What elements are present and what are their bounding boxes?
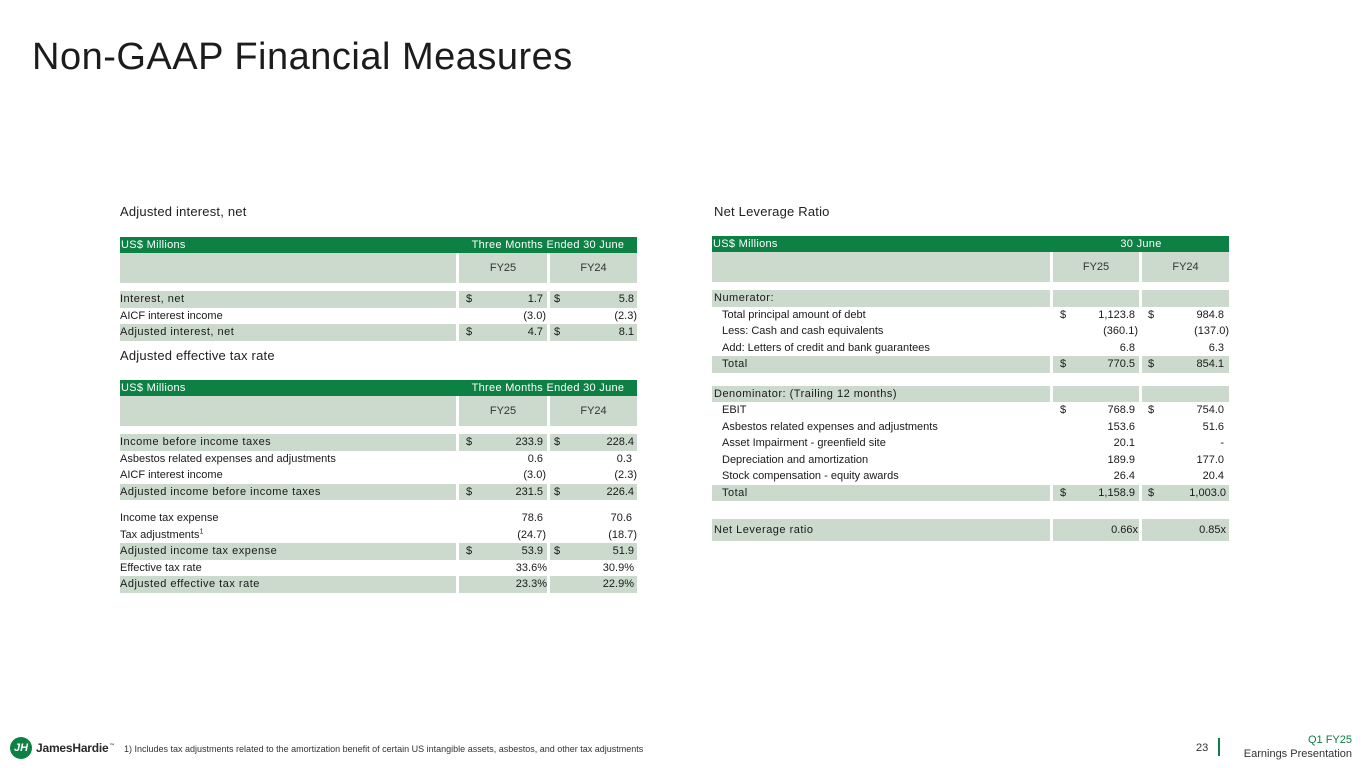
page-number: 23 (1196, 742, 1209, 754)
interest-col-headers (120, 253, 637, 283)
table-row: Less: Cash and cash equivalents (360.1) (137.0) (722, 325, 1229, 337)
table-row: Stock compensation - equity awards 26.4 20.4 (722, 470, 1224, 482)
table-row: Depreciation and amortization 189.9 177.0 (722, 453, 1224, 466)
leverage-col-fy25: FY25 (1053, 252, 1139, 282)
table-row: Add: Letters of credit and bank guarantees 6.8 6.3 (722, 341, 1224, 354)
page-title: Non-GAAP Financial Measures (32, 36, 573, 78)
table-row: Income before income taxes $ 233.9 $ 228.4 (120, 434, 637, 451)
table-row: Total $ 770.5 $ 854.1 (712, 356, 1229, 373)
leverage-table (712, 236, 1229, 541)
table-row: Net Leverage ratio 0.66x 0.85x (712, 519, 1229, 541)
table-row: Adjusted income before income taxes $ 231.5 $ 226.4 (120, 484, 637, 501)
table-row: Effective tax rate 33.6% 30.9% (120, 561, 634, 574)
footnote: 1) Includes tax adjustments related to the amortization benefit of certain US intangible assets, asbestos, and other tax adjustments (124, 744, 644, 754)
james-hardie-logo (10, 737, 114, 759)
table-row: Asset Impairment - greenfield site 20.1 - (722, 437, 1224, 449)
page-divider (1218, 738, 1220, 756)
tax-col-fy25: FY25 (459, 396, 547, 426)
interest-col-fy24: FY24 (550, 253, 637, 283)
leverage-unit: US$ Millions (713, 238, 778, 250)
tax-section-title: Adjusted effective tax rate (120, 348, 275, 363)
table-row: Adjusted effective tax rate 23.3% 22.9% (120, 576, 637, 593)
table-row: AICF interest income (3.0) (2.3) (120, 469, 637, 481)
interest-table (120, 237, 637, 341)
tax-period: Three Months Ended 30 June (471, 382, 625, 394)
tax-header (120, 380, 637, 396)
logo-mark-icon: JH (10, 737, 32, 759)
table-row: EBIT $ 768.9 $ 754.0 (722, 404, 1224, 416)
table-row: Tax adjustments$^1$ (24.7) (18.7) (120, 527, 637, 541)
tax-col-fy24: FY24 (550, 396, 637, 426)
table-row: Total principal amount of debt $ 1,123.8 $ 984.8 (722, 308, 1224, 321)
logo-text: JamesHardie™ (36, 741, 115, 755)
interest-unit: US$ Millions (121, 239, 186, 251)
tax-table (120, 380, 637, 593)
table-row: Asbestos related expenses and adjustments 153.6 51.6 (722, 420, 1224, 433)
table-row: Adjusted income tax expense $ 53.9 $ 51.9 (120, 543, 637, 560)
leverage-col-fy24: FY24 (1142, 252, 1229, 282)
leverage-section-title: Net Leverage Ratio (714, 204, 830, 219)
table-row: Numerator: (712, 290, 1229, 307)
table-row: Asbestos related expenses and adjustments 0.6 0.3 (120, 452, 632, 465)
tax-unit: US$ Millions (121, 382, 186, 394)
leverage-period: 30 June (1120, 238, 1162, 250)
table-row: Adjusted interest, net $ 4.7 $ 8.1 (120, 324, 637, 341)
interest-period: Three Months Ended 30 June (471, 239, 625, 251)
table-row: Denominator: (Trailing 12 months) (712, 386, 1229, 403)
leverage-header (712, 236, 1229, 252)
presentation-label: Earnings Presentation (1243, 748, 1352, 760)
footnote-marker: 1 (199, 527, 204, 535)
table-row: Total $ 1,158.9 $ 1,003.0 (712, 485, 1229, 502)
interest-header (120, 237, 637, 253)
leverage-col-headers (712, 252, 1229, 282)
quarter-label: Q1 FY25 (1307, 734, 1352, 746)
table-row: AICF interest income (3.0) (2.3) (120, 309, 637, 322)
table-row: Income tax expense 78.6 70.6 (120, 512, 632, 524)
interest-col-fy25: FY25 (459, 253, 547, 283)
tax-col-headers (120, 396, 637, 426)
interest-section-title: Adjusted interest, net (120, 204, 247, 219)
table-row: Interest, net $ 1.7 $ 5.8 (120, 291, 637, 308)
